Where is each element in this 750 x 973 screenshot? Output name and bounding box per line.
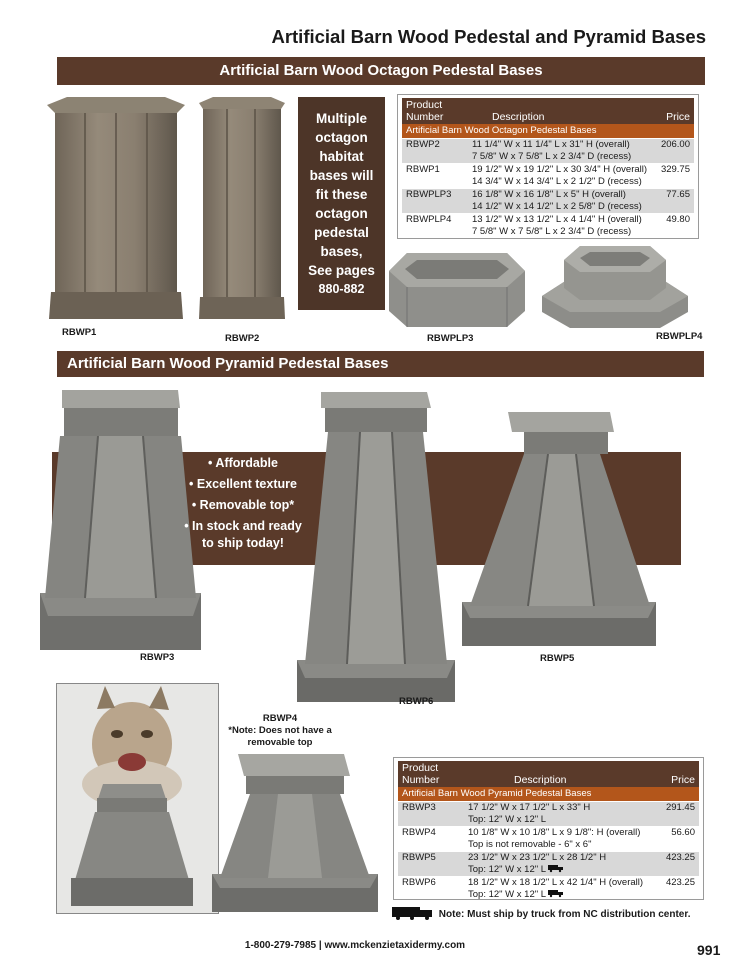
rbwplp4-octagon-base-image — [540, 244, 690, 332]
feature-bullet: • In stock and ready to ship today! — [184, 519, 302, 550]
ship-note-text: Note: Must ship by truck from NC distribution center. — [438, 909, 691, 920]
product-number: RBWP5 — [398, 852, 464, 877]
rbwp3-label: RBWP3 — [140, 652, 175, 663]
rbwp4-label: RBWP4 — [262, 713, 298, 724]
feature-bullets — [178, 455, 308, 556]
rbwp4-pyramid-pedestal-image — [210, 752, 380, 914]
page-title: Artificial Barn Wood Pedestal and Pyramid Bases — [271, 26, 706, 47]
callout-line: habitat — [319, 148, 364, 164]
table-section-title: Artificial Barn Wood Octagon Pedestal Bases — [402, 124, 694, 139]
rbwp5-label: RBWP5 — [540, 653, 575, 664]
callout-line: Multiple — [315, 110, 367, 126]
table-row — [398, 802, 699, 827]
octagon-fit-callout — [298, 97, 385, 310]
rbwplp4-label: RBWPLP4 — [656, 331, 703, 342]
product-number: RBWP4 — [398, 827, 464, 852]
bobcat-mount-photo — [56, 683, 219, 914]
description-line: 11 1/4" W x 11 1/4" L x 31" H (overall) — [472, 139, 630, 150]
header-description: Description — [514, 774, 567, 786]
callout-line: See pages — [308, 262, 375, 278]
price: 291.45 — [659, 802, 699, 827]
callout-line: pedestal — [314, 224, 369, 240]
description-line: 23 1/2" W x 23 1/2" L x 28 1/2" H — [468, 852, 607, 863]
rbwp5-pyramid-pedestal-image — [460, 410, 660, 648]
truck-icon — [392, 906, 436, 920]
octagon-section-band: Artificial Barn Wood Octagon Pedestal Bases — [57, 57, 705, 85]
price: 423.25 — [659, 852, 699, 877]
description-line: Top: 12" W x 12" L — [468, 814, 547, 825]
rbwp2-octagon-pedestal-image — [197, 97, 287, 322]
footer-phone: 1-800-279-7985 — [244, 940, 317, 951]
octagon-price-table — [397, 94, 699, 239]
price: 329.75 — [656, 164, 694, 189]
table-row — [402, 139, 694, 164]
header-price: Price — [671, 774, 695, 786]
description-line: 17 1/2" W x 17 1/2" L x 33" H — [468, 802, 591, 813]
description-line: 14 3/4" W x 14 3/4" L x 2 1/2" D (recess) — [472, 176, 642, 187]
product-number: RBWPLP3 — [402, 189, 468, 214]
table-row — [402, 189, 694, 214]
description-line: Top: 12" W x 12" L — [468, 864, 546, 875]
bobcat-on-pedestal-illustration — [57, 684, 218, 913]
table-row — [402, 214, 694, 239]
product-number: RBWP2 — [402, 139, 468, 164]
feature-bullet: • Affordable — [208, 456, 278, 470]
rbwp1-label: RBWP1 — [62, 327, 97, 338]
pyramid-section-band: Artificial Barn Wood Pyramid Pedestal Bases — [57, 351, 704, 377]
header-price: Price — [666, 111, 690, 123]
truck-icon — [548, 864, 564, 872]
rbwp6-pyramid-pedestal-image — [295, 392, 457, 704]
footer-separator: | — [318, 940, 322, 951]
table-row — [398, 827, 699, 852]
description-line: 19 1/2" W x 19 1/2" L x 30 3/4" H (overall) — [472, 164, 648, 175]
callout-line: fit these — [315, 186, 368, 202]
description-line: 13 1/2" W x 13 1/2" L x 4 1/4" H (overall) — [472, 214, 642, 225]
truck-icon — [548, 889, 564, 897]
description-line: 7 5/8" W x 7 5/8" L x 2 3/4" D (recess) — [472, 226, 632, 237]
table-row — [398, 852, 699, 877]
header-product-number: Product Number — [402, 762, 440, 786]
table-section-title: Artificial Barn Wood Pyramid Pedestal Bases — [398, 787, 699, 802]
rbwplp3-label: RBWPLP3 — [427, 333, 474, 344]
callout-line: bases will — [309, 167, 374, 183]
rbwp4-note: *Note: Does not have a removable top — [228, 725, 332, 748]
product-number: RBWP3 — [398, 802, 464, 827]
price: 77.65 — [656, 189, 694, 214]
description-line: 18 1/2" W x 18 1/2" L x 42 1/4" H (overall) — [468, 877, 644, 888]
feature-bullet: • Removable top* — [191, 498, 295, 512]
description-line: 7 5/8" W x 7 5/8" L x 2 3/4" D (recess) — [472, 151, 632, 162]
rbwp1-octagon-pedestal-image — [45, 97, 187, 322]
footer-contact — [0, 940, 750, 951]
table-row — [398, 877, 699, 902]
footer-website[interactable]: www.mckenzietaxidermy.com — [324, 940, 466, 951]
pyramid-price-table — [393, 757, 704, 900]
callout-line: octagon — [315, 129, 368, 145]
product-number: RBWP1 — [402, 164, 468, 189]
header-description: Description — [492, 111, 545, 123]
product-number: RBWP6 — [398, 877, 464, 902]
description-line: 10 1/8" W x 10 1/8" L x 9 1/8": H (overall) — [468, 827, 641, 838]
product-number: RBWPLP4 — [402, 214, 468, 239]
price: 206.00 — [656, 139, 694, 164]
rbwp2-label: RBWP2 — [225, 333, 260, 344]
price: 49.80 — [656, 214, 694, 239]
table-row — [402, 164, 694, 189]
callout-line: octagon — [315, 205, 368, 221]
callout-pages: 880-882 — [318, 281, 365, 296]
feature-bullet: • Excellent texture — [189, 477, 297, 491]
description-line: 14 1/2" W x 14 1/2" L x 2 5/8" D (recess) — [472, 201, 642, 212]
ship-note — [392, 906, 690, 920]
price: 423.25 — [659, 877, 699, 902]
price: 56.60 — [659, 827, 699, 852]
page-number: 991 — [697, 942, 721, 958]
rbwplp3-octagon-base-image — [385, 249, 530, 329]
description-line: Top: 12" W x 12" L — [468, 889, 546, 900]
rbwp6-label: RBWP6 — [399, 696, 434, 707]
callout-line: bases, — [320, 243, 363, 259]
description-line: 16 1/8" W x 16 1/8" L x 5" H (overall) — [472, 189, 626, 200]
rbwp4-caption — [222, 713, 338, 749]
header-product-number: Product Number — [406, 99, 444, 123]
description-line: Top is not removable - 6" x 6" — [468, 839, 592, 850]
